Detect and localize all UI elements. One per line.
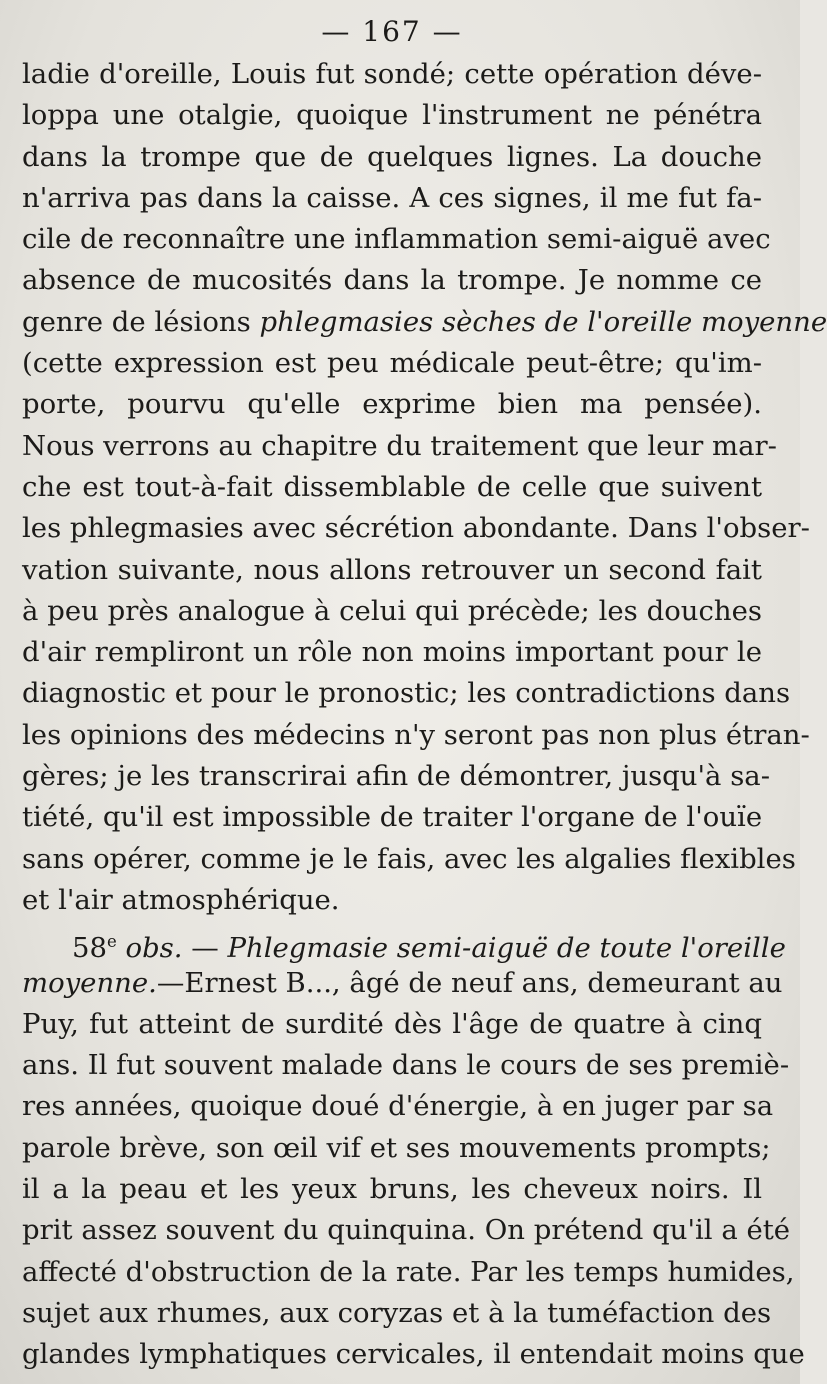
text-line [22, 715, 810, 756]
text-run: — [182, 932, 228, 965]
text-line [22, 839, 796, 880]
text-run: res années, quoique doué d'énergie, à en juger par sa [22, 1090, 774, 1123]
text-run: —Ernest B..., âgé de neuf ans, demeurant au [156, 966, 783, 999]
text-run: vation suivante, nous allons retrouver un second fait [22, 553, 762, 586]
italic-text: moyenne. [22, 966, 157, 999]
text-line [22, 426, 777, 467]
text-line [22, 95, 762, 136]
text-line [22, 1045, 790, 1086]
text-line [22, 1004, 762, 1045]
text-run: glandes lymphatiques cervicales, il entendait moins que [22, 1338, 805, 1371]
text-run: et l'air atmosphérique. [22, 883, 340, 916]
text-run [117, 932, 126, 964]
text-run: Puy, fut atteint de surdité dès l'âge de quatre à cinq [22, 1007, 762, 1040]
text-run: les opinions des médecins n'y seront pas non plus étran- [22, 718, 810, 751]
italic-text: Phlegmasie semi-aiguë de toute l'oreille [227, 932, 786, 965]
text-run: les phlegmasies avec sécrétion abondante. Dans l'obser- [22, 512, 810, 545]
text-run: affecté d'obstruction de la rate. Par les temps humides, [22, 1255, 795, 1288]
text-line [22, 343, 762, 384]
italic-text: phlegmasies sèches de l'oreille moyenne [259, 305, 827, 338]
text-run: sujet aux rhumes, aux coryzas et à la tuméfaction des [22, 1296, 772, 1329]
text-run: à peu près analogue à celui qui précède; les douches [22, 594, 762, 627]
text-run: n'arriva pas dans la caisse. A ces signes, il me fut fa- [22, 181, 762, 214]
text-line [22, 632, 762, 673]
text-run: porte, pourvu qu'elle exprime bien ma pensée). [22, 388, 762, 421]
superscript-text: e [107, 932, 117, 952]
text-line [22, 384, 762, 425]
text-line [22, 1210, 791, 1251]
body-text [22, 54, 827, 1376]
text-line [22, 880, 762, 921]
text-run: 58 [72, 932, 107, 965]
text-run: dans la trompe que de quelques lignes. La douche [22, 140, 762, 173]
text-line [22, 178, 762, 219]
italic-text: obs. [125, 932, 183, 965]
text-line [22, 219, 771, 260]
text-line [22, 54, 762, 95]
text-run: il a la peau et les yeux bruns, les cheveux noirs. Il [22, 1173, 762, 1206]
text-run: d'air rempliront un rôle non moins important pour le [22, 636, 762, 669]
text-line [22, 797, 762, 838]
text-line [22, 673, 791, 714]
text-run: prit assez souvent du quinquina. On prétend qu'il a été [22, 1214, 791, 1247]
text-line [22, 1169, 762, 1210]
text-line [22, 963, 783, 1004]
text-line [22, 1128, 771, 1169]
text-run: diagnostic et pour le pronostic; les contradictions dans [22, 677, 791, 710]
text-run: che est tout-à-fait dissemblable de celle que suivent [22, 470, 762, 503]
text-run: Nous verrons au chapitre du traitement que leur mar- [22, 429, 777, 462]
text-run: (cette expression est peu médicale peut-être; qu'im- [22, 347, 762, 380]
text-run: parole brève, son œil vif et ses mouvements prompts; [22, 1131, 771, 1164]
text-line [22, 302, 827, 343]
text-line [22, 921, 786, 965]
text-run: ladie d'oreille, Louis fut sondé; cette opération déve- [22, 58, 762, 90]
text-run: cile de reconnaître une inflammation semi-aiguë avec [22, 223, 771, 256]
text-run: absence de mucosités dans la trompe. Je nomme ce [22, 264, 762, 297]
text-line [22, 756, 770, 797]
text-run: ans. Il fut souvent malade dans le cours de ses premiè- [22, 1049, 790, 1082]
text-run: tiété, qu'il est impossible de traiter l'organe de l'ouïe [22, 801, 763, 834]
text-line [22, 1086, 774, 1127]
text-line [22, 591, 762, 632]
text-line [22, 1334, 805, 1375]
text-line [22, 550, 762, 591]
text-run: gères; je les transcrirai afin de démontrer, jusqu'à sa- [22, 760, 770, 793]
text-run: loppa une otalgie, quoique l'instrument ne pénétra [22, 99, 762, 132]
text-line [22, 137, 762, 178]
text-line [22, 467, 762, 508]
text-run: sans opérer, comme je le fais, avec les algalies flexibles [22, 842, 796, 875]
text-run: genre de lésions [22, 305, 260, 338]
text-line [22, 508, 810, 549]
text-line [22, 260, 762, 301]
page-number: — 167 — [321, 15, 463, 48]
text-line [22, 1293, 772, 1334]
text-line [22, 1252, 795, 1293]
